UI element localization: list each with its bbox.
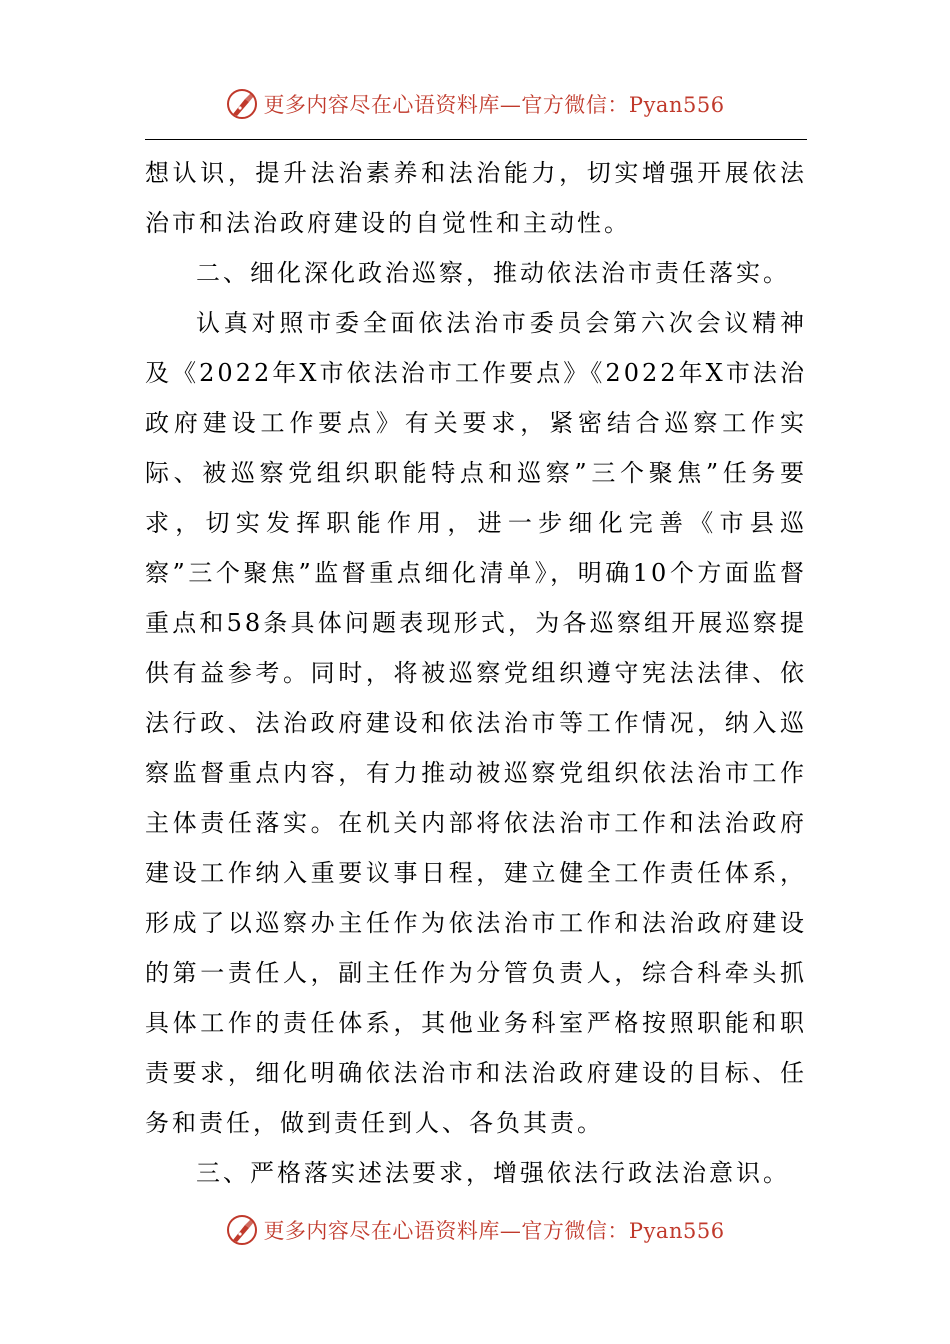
header-brand-text: 更多内容尽在心语资料库—官方微信：Pyan556 xyxy=(263,93,725,117)
paragraph-continuation: 想认识，提升法治素养和法治能力，切实增强开展依法治市和法治政府建设的自觉性和主动性。 xyxy=(145,159,807,237)
page-header xyxy=(0,84,950,124)
footer-brand-text: 更多内容尽在心语资料库—官方微信：Pyan556 xyxy=(263,1219,725,1243)
header-divider xyxy=(145,139,807,140)
paragraph-body: 认真对照市委全面依法治市委员会第六次会议精神及《2022年X市依法治市工作要点》《2022年X市法治政府建设工作要点》有关要求，紧密结合巡察工作实际、被巡察党组织职能特点和巡察”三个聚焦”任务要求，切实发挥职能作用，进一步细化完善《市县巡察”三个聚焦”监督重点细化清单》，明确10个方面监督重点和58条具体问题表现形式，为各巡察组开展巡察提供有益参考。同时，将被巡察党组织遵守宪法法律、依法行政、法治政府建设和依法治市等工作情况，纳入巡察监督重点内容，有力推动被巡察党组织依法治市工作主体责任落实。在机关内部将依法治市工作和法治政府建设工作纳入重要议事日程，建立健全工作责任体系，形成了以巡察办主任作为依法治市工作和法治政府建设的第一责任人，副主任作为分管负责人，综合科牵头抓具体工作的责任体系，其他业务科室严格按照职能和职责要求，细化明确依法治市和法治政府建设的目标、任务和责任，做到责任到人、各负其责。 xyxy=(145,309,807,1137)
page-footer xyxy=(0,1210,950,1250)
pen-nib-logo-icon xyxy=(225,1213,259,1247)
section-heading-3: 三、严格落实述法要求，增强依法行政法治意识。 xyxy=(196,1159,790,1187)
section-heading-2: 二、细化深化政治巡察，推动依法治市责任落实。 xyxy=(196,259,790,287)
document-body xyxy=(145,148,807,1198)
pen-nib-logo-icon xyxy=(225,87,259,121)
